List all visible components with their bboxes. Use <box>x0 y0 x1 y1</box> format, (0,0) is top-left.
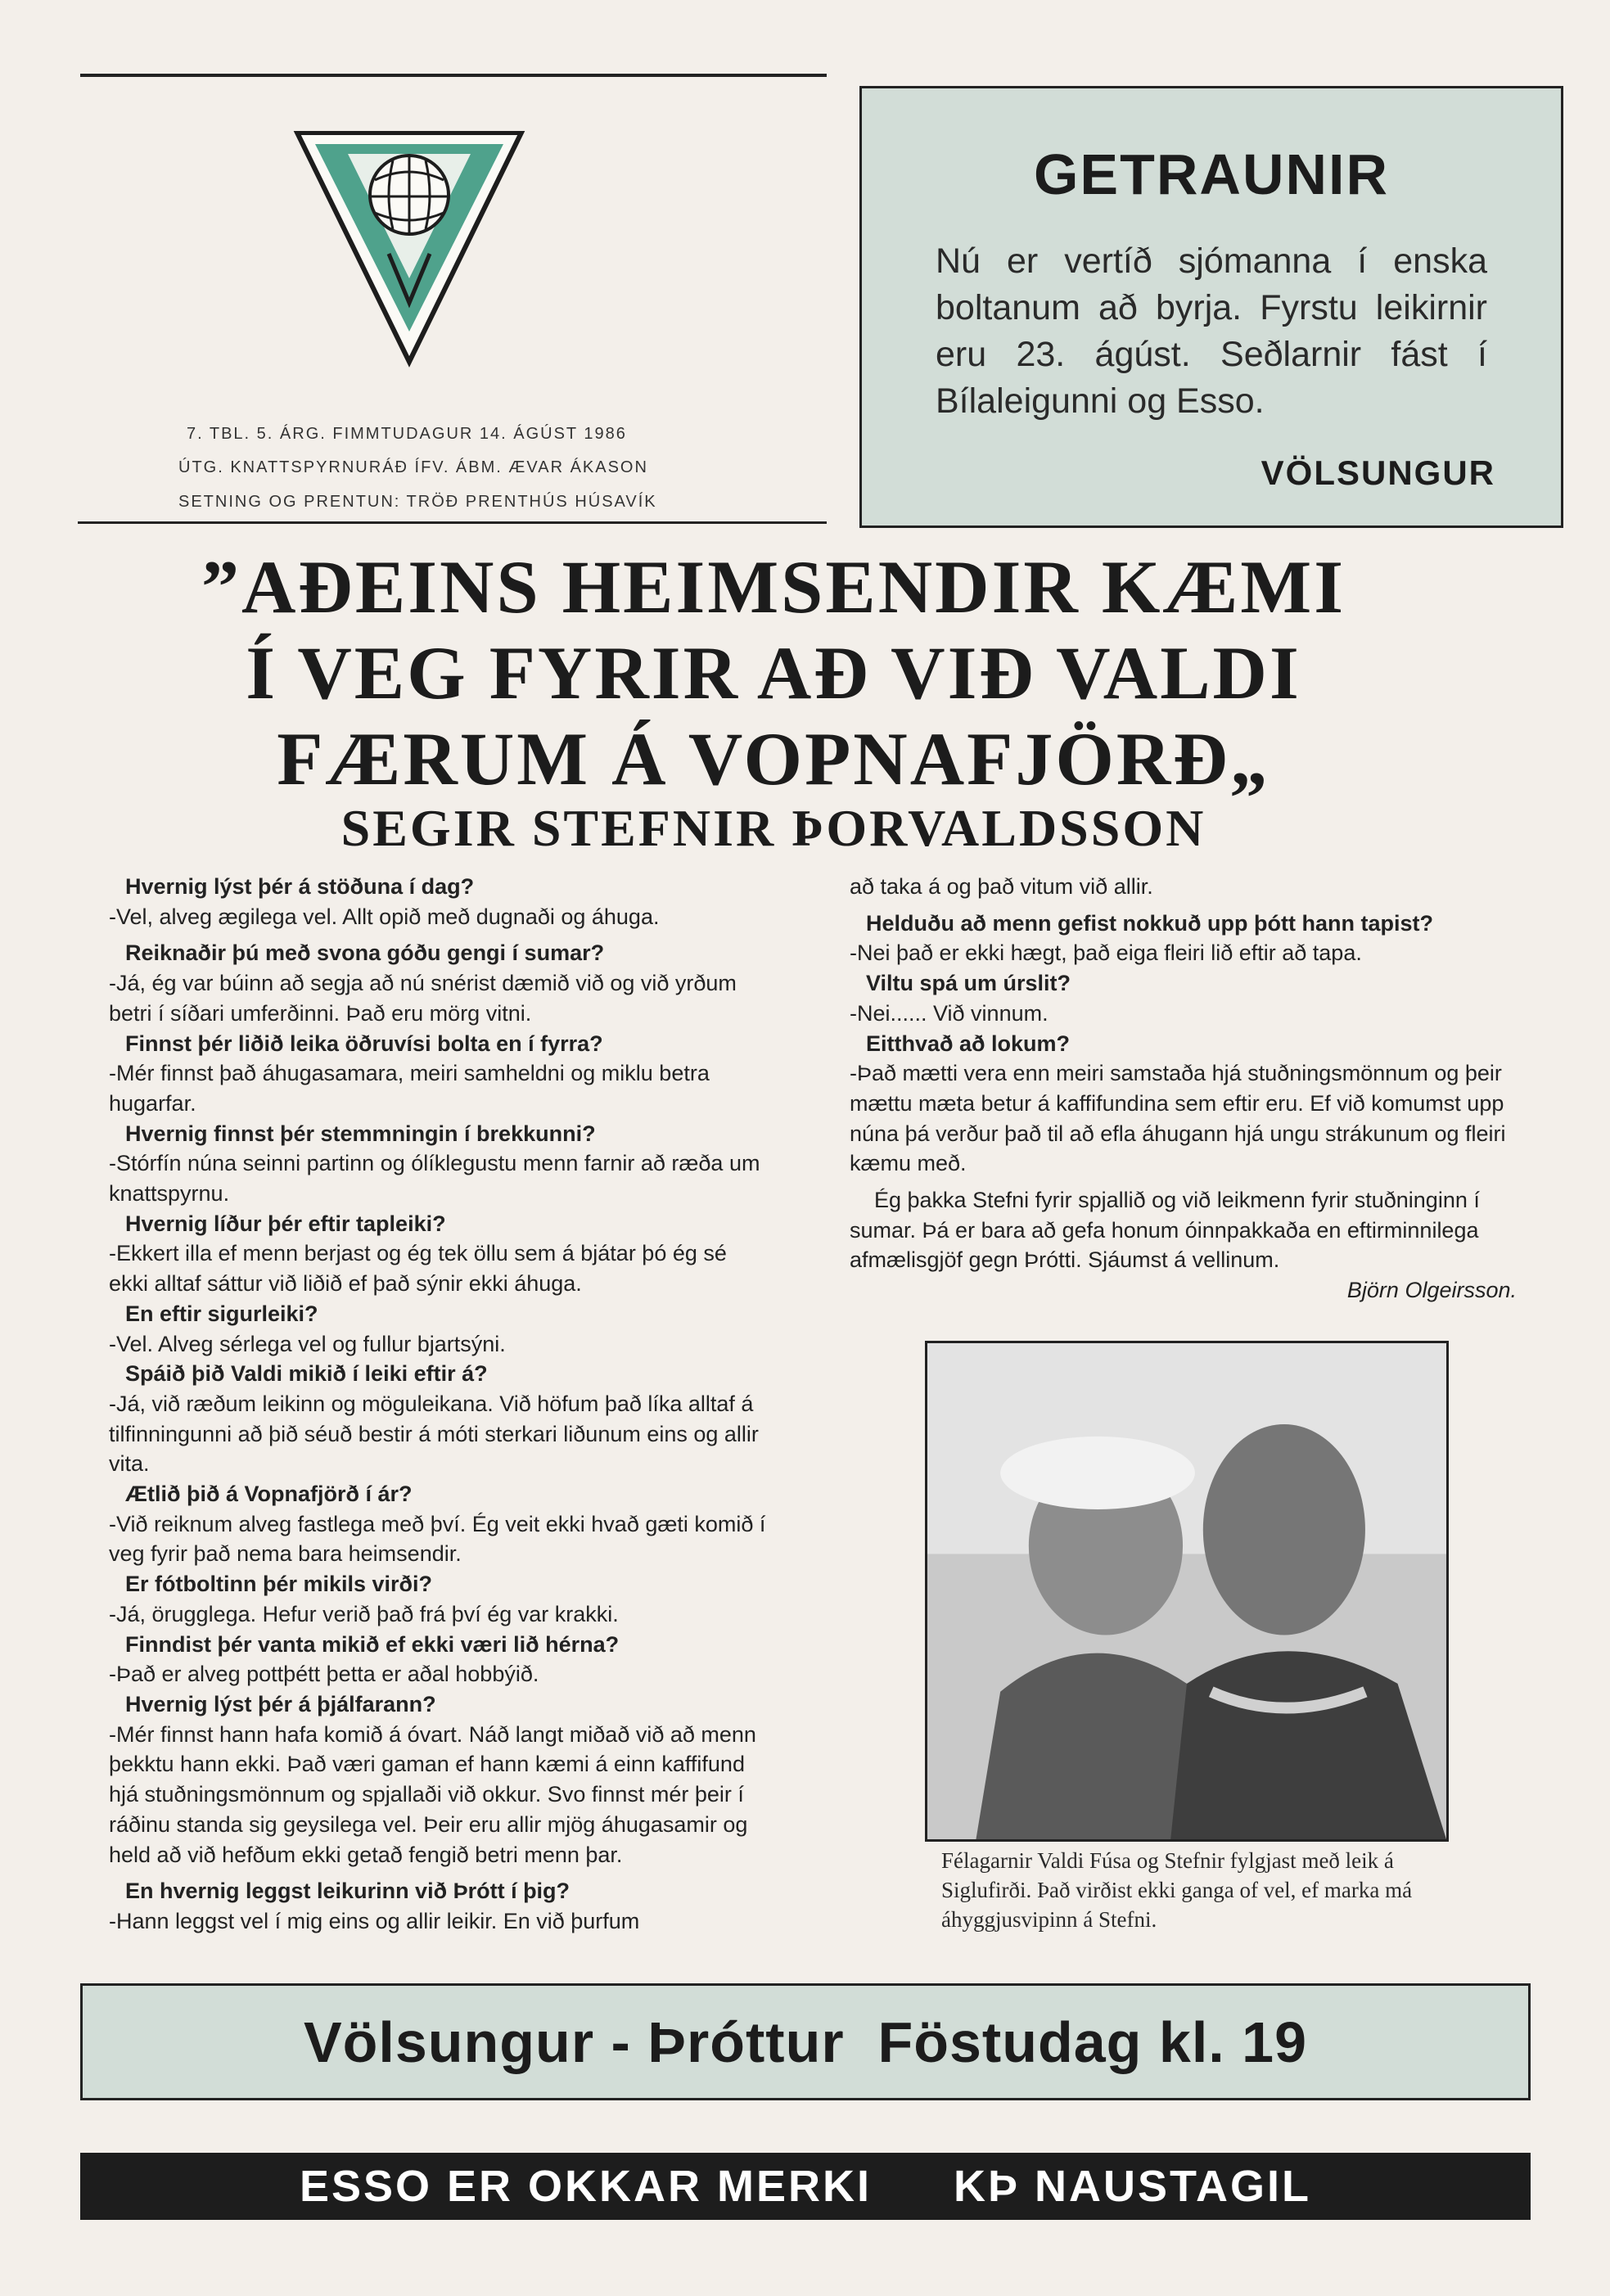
answer: -Já, ég var búinn að segja að nú snérist dæmið við og við yrðum betri í síðari umferðinni. Það eru mörg vitni. <box>109 971 737 1026</box>
answer: -Vel, alveg ægilega vel. Allt opið með dugnaði og áhuga. <box>109 904 660 929</box>
answer: -Mér finnst hann hafa komið á óvart. Náð langt miðað við að menn þekktu hann ekki. Það væri gaman ef hann kæmi á einn kaffifund hjá stuðningsmönnum og spjallaði við okkur. Svo finnst mér þeir í ráðinu standa sig geysilega vel. Þeir eru allir mjög áhugasamir og held að við hefðum ekki getað fengið betri menn þar. <box>109 1721 756 1867</box>
headline <box>139 544 1408 802</box>
answer: -Við reiknum alveg fastlega með því. Ég veit ekki hvað gæti komið í veg fyrir það nema bara heimsendir. <box>109 1511 766 1567</box>
issue-info: 7. TBL. 5. ÁRG. FIMMTUDAGUR 14. ÁGÚST 1986 <box>187 425 627 443</box>
headline-line-2: Í VEG FYRIR AÐ VIÐ VALDI <box>246 631 1301 715</box>
headline-line-1: ”AÐEINS HEIMSENDIR KÆMI <box>201 545 1346 629</box>
publisher-info: ÚTG. KNATTSPYRNURÁÐ ÍFV. ÁBM. ÆVAR ÁKASON <box>178 458 648 476</box>
article-photo <box>925 1341 1449 1842</box>
answer: -Nei...... Við vinnum. <box>850 1000 1049 1026</box>
answer: -Já, við ræðum leikinn og möguleikana. Við höfum það líka alltaf á tilfinningunni að þið séuð bestir á móti sterkari liðunum eins og allir vita. <box>109 1391 759 1477</box>
answer: -Það er alveg pottþétt þetta er aðal hobbýið. <box>109 1662 539 1687</box>
question: Helduðu að menn gefist nokkuð upp þótt hann tapist? <box>866 910 1433 936</box>
footer-right: KÞ NAUSTAGIL <box>954 2162 1312 2211</box>
interview-left-column <box>109 872 772 1937</box>
author-byline: Björn Olgeirsson. <box>1346 1278 1517 1303</box>
match-banner <box>80 1983 1531 2100</box>
answer-continued: að taka á og það vitum við allir. <box>850 874 1153 899</box>
question: Er fótboltinn þér mikils virði? <box>125 1572 433 1597</box>
question: Eitthvað að lokum? <box>866 1031 1071 1056</box>
getraunir-title: GETRAUNIR <box>1033 142 1390 206</box>
getraunir-body: Nú er vertíð sjómanna í enska boltanum að byrja. Fyrstu leikirnir eru 23. ágúst. Seðlarnir fást í Bílaleigunni og Esso. <box>936 241 1487 421</box>
masthead-top-rule <box>80 74 827 77</box>
question: Hvernig líður þér eftir tapleiki? <box>125 1211 446 1236</box>
question: Finnst þér liðið leika öðruvísi bolta en í fyrra? <box>125 1031 603 1056</box>
answer: -Nei það er ekki hægt, það eiga fleiri lið eftir að tapa. <box>850 941 1362 966</box>
club-logo-icon <box>291 131 528 368</box>
answer: -Það mætti vera enn meiri samstaða hjá stuðningsmönnum og þeir mættu mæta betur á kaffifundina sem eftir eru. Ef við komumst upp núna þá verður það til að efla áhugann hjá ungu strákunum og fleiri kæmu með. <box>850 1061 1506 1176</box>
answer: -Hann leggst vel í mig eins og allir leikir. En við þurfum <box>109 1908 640 1933</box>
getraunir-box <box>859 86 1563 528</box>
question: Ætlið þið á Vopnafjörð í ár? <box>125 1482 413 1507</box>
getraunir-signature: VÖLSUNGUR <box>1260 453 1495 492</box>
photo-image-icon <box>927 1343 1446 1839</box>
question: En hvernig leggst leikurinn við Þrótt í þig? <box>125 1879 570 1904</box>
question: Hvernig lýst þér á stöðuna í dag? <box>125 874 475 899</box>
question: Spáið þið Valdi mikið í leiki eftir á? <box>125 1361 488 1387</box>
subheadline: SEGIR STEFNIR ÞORVALDSSON <box>340 799 1206 857</box>
question: Hvernig lýst þér á þjálfarann? <box>125 1691 436 1716</box>
answer: -Ekkert illa ef menn berjast og ég tek öllu sem á bjátar þó ég sé ekki alltaf sáttur við liðið ef það sýnir ekki áhuga. <box>109 1241 727 1297</box>
photo-caption: Félagarnir Valdi Fúsa og Stefnir fylgjast með leik á Siglufirði. Það virðist ekki ganga of vel, ef marka má áhyggjusvipinn á Stefni. <box>941 1848 1413 1932</box>
question: Reiknaðir þú með svona góðu gengi í sumar? <box>125 941 605 966</box>
answer: -Stórfín núna seinni partinn og ólíklegustu menn farnir að ræða um knattspyrnu. <box>109 1151 760 1207</box>
answer: -Mér finnst það áhugasamara, meiri samheldni og miklu betra hugarfar. <box>109 1061 710 1116</box>
footer-left: ESSO ER OKKAR MERKI <box>299 2162 873 2211</box>
masthead-bottom-rule <box>78 521 827 524</box>
question: Finndist þér vanta mikið ef ekki væri lið hérna? <box>125 1631 620 1657</box>
interview-right-column <box>850 872 1517 1306</box>
printer-info: SETNING OG PRENTUN: TRÖÐ PRENTHÚS HÚSAVÍK <box>178 493 657 511</box>
sponsor-footer <box>80 2153 1531 2220</box>
answer: -Já, örugglega. Hefur verið það frá því ég var krakki. <box>109 1601 619 1626</box>
match-banner-text: Völsungur - Þróttur Föstudag kl. 19 <box>303 2010 1308 2074</box>
headline-line-3: FÆRUM Á VOPNAFJÖRÐ„ <box>277 717 1270 801</box>
closing-paragraph: Ég þakka Stefni fyrir spjallið og við leikmenn fyrir stuðninginn í sumar. Þá er bara að gefa honum óinnpakkaða en eftirminnilega afmælisgjöf gegn Þrótti. Sjáumst á vellinum. <box>850 1188 1480 1273</box>
question: Hvernig finnst þér stemmningin í brekkunni? <box>125 1121 596 1146</box>
answer: -Vel. Alveg sérlega vel og fullur bjartsýni. <box>109 1331 506 1356</box>
question: En eftir sigurleiki? <box>125 1301 318 1326</box>
question: Viltu spá um úrslit? <box>866 971 1071 996</box>
